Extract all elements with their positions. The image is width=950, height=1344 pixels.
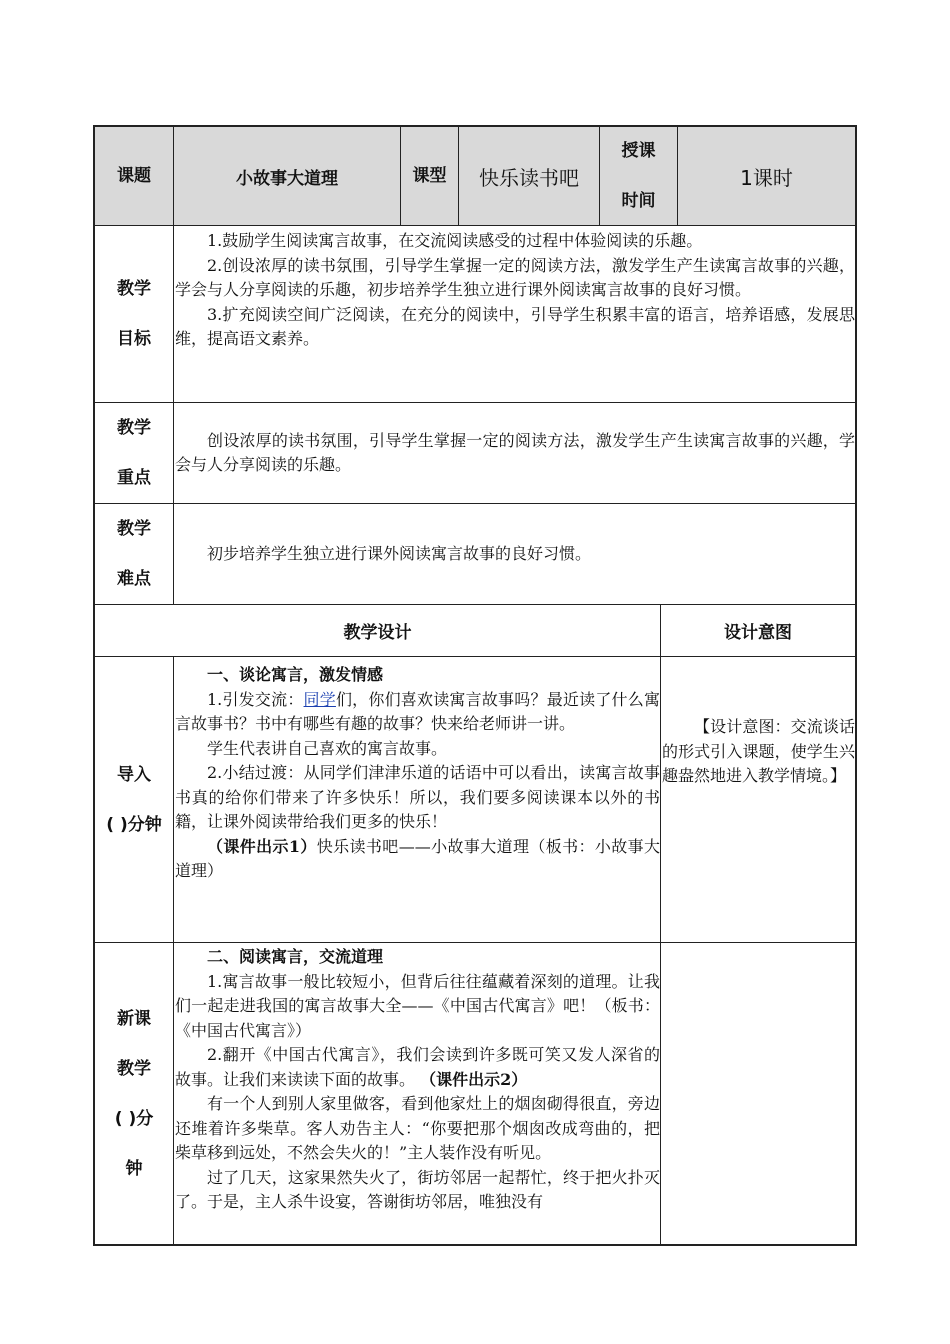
new-lesson-heading: 二、阅读寓言，交流道理 [207, 947, 384, 966]
goal-item: 2.创设浓厚的读书氛围，引导学生掌握一定的阅读方法，激发学生产生读寓言故事的兴趣，学会与人分享阅读的乐趣，初步培养学生独立进行课外阅读寓言故事的良好习惯。 [175, 255, 855, 299]
goals-label: 教学 目标 [95, 226, 174, 402]
goal-item: 1.鼓励学生阅读寓言故事，在交流阅读感受的过程中体验阅读的乐趣。 [207, 231, 703, 250]
design-header-row [93, 605, 857, 657]
type-label: 课型 [401, 127, 459, 225]
topic-value: 小故事大道理 [174, 127, 401, 225]
new-lesson-paragraph: 1.寓言故事一般比较短小，但背后往往蕴藏着深刻的道理。让我们一起走进我国的寓言故事大全——《中国古代寓言》吧！（板书：《中国古代寓言》） [175, 971, 660, 1040]
time-value: 1课时 [740, 165, 793, 190]
difficulties-label: 教学 难点 [95, 504, 174, 604]
difficulties-content [174, 504, 855, 604]
new-lesson-content [174, 943, 661, 1244]
new-lesson-paragraph: 有一个人到别人家里做客，看到他家灶上的烟囱砌得很直，旁边还堆着许多柴草。客人劝告主人：“你要把那个烟囱改成弯曲的，把柴草移到远处，不然会失火的！”主人装作没有听见。 [175, 1094, 660, 1162]
intro-paragraph: （课件出示1）快乐读书吧——小故事大道理（板书：小故事大道理） [175, 836, 660, 880]
intro-content [174, 657, 661, 942]
goals-content [174, 226, 855, 402]
intro-paragraph: 1.引发交流：同学们，你们喜欢读寓言故事吗？最近读了什么寓言故事书？书中有哪些有趣的故事？快来给老师讲一讲。 [175, 689, 660, 733]
intent-heading: 设计意图 [724, 623, 792, 643]
new-lesson-intent [661, 943, 855, 1244]
lesson-plan-table [93, 125, 857, 1246]
difficulties-row [93, 504, 857, 605]
difficulties-text: 初步培养学生独立进行课外阅读寓言故事的良好习惯。 [207, 543, 592, 563]
intro-paragraph: 学生代表讲自己喜欢的寓言故事。 [207, 738, 448, 758]
goal-item: 3.扩充阅读空间广泛阅读，在充分的阅读中，引导学生积累丰富的语言，培养语感，发展思维，提高语文素养。 [175, 304, 855, 348]
design-heading: 教学设计 [95, 605, 661, 656]
goals-row [93, 226, 857, 403]
intro-intent [661, 657, 855, 942]
key-points-text: 创设浓厚的读书氛围，引导学生掌握一定的阅读方法，激发学生产生读寓言故事的兴趣，学会与人分享阅读的乐趣。 [175, 430, 855, 474]
type-value: 快乐读书吧 [459, 127, 600, 225]
intro-paragraph: 2.小结过渡：从同学们津津乐道的话语中可以看出，读寓言故事书真的给你们带来了许多快乐！所以，我们要多阅读课本以外的书籍，让课外阅读带给我们更多的快乐！ [175, 763, 660, 831]
key-points-label: 教学 重点 [95, 403, 174, 503]
intro-row [93, 657, 857, 943]
header-row [93, 125, 857, 226]
time-label: 授课 时间 [600, 127, 678, 225]
new-lesson-label: 新课 教学 ( )分 钟 [95, 943, 174, 1244]
topic-label: 课题 [95, 127, 174, 225]
intro-intent-text: 【设计意图：交流谈话的形式引入课题，使学生兴趣盎然地进入教学情境。】 [662, 717, 855, 785]
new-lesson-paragraph: 过了几天，这家果然失火了，街坊邻居一起帮忙，终于把火扑灭了。于是，主人杀牛设宴，答谢街坊邻居，唯独没有 [175, 1167, 660, 1211]
classmates-link[interactable]: 同学 [303, 689, 336, 709]
new-lesson-row [93, 943, 857, 1246]
key-points-content [174, 403, 855, 503]
new-lesson-paragraph: 2.翻开《中国古代寓言》，我们会读到许多既可笑又发人深省的故事。让我们来读读下面的故事。 （课件出示2） [175, 1045, 660, 1089]
intro-heading: 一、谈论寓言，激发情感 [207, 665, 384, 684]
intro-label: 导入 ( )分钟 [95, 657, 174, 942]
key-points-row [93, 403, 857, 504]
